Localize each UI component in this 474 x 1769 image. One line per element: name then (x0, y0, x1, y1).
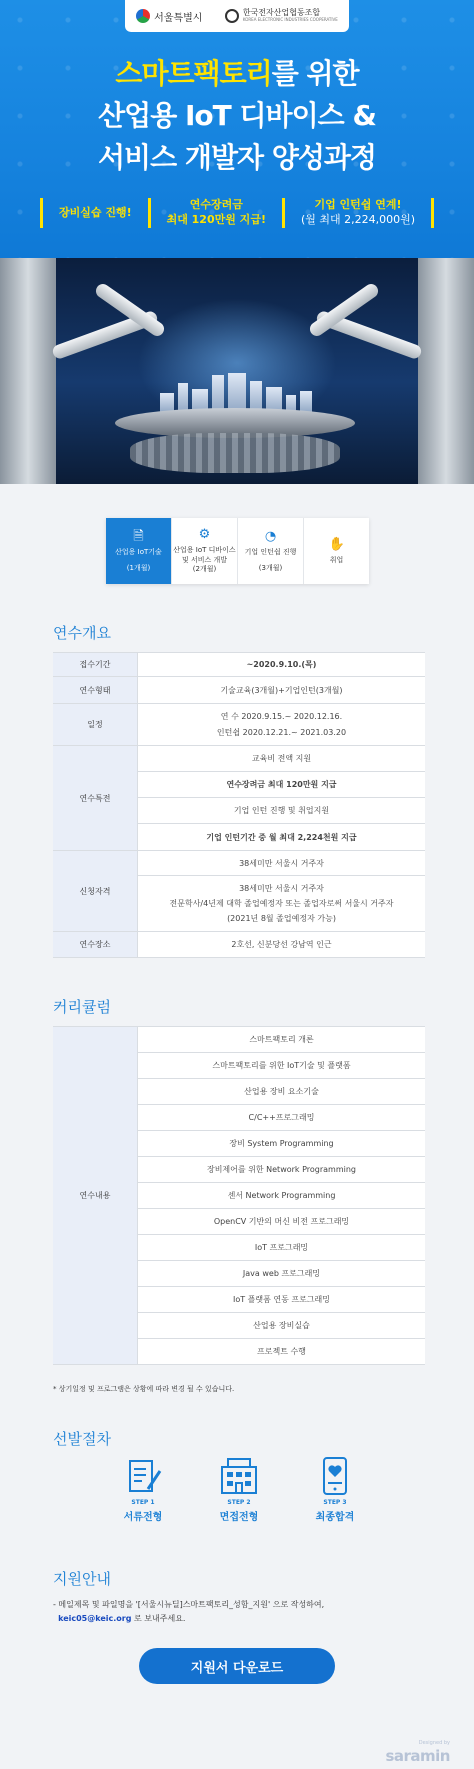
document-pen-icon (122, 1455, 164, 1497)
apply-title: 지원안내 (53, 1570, 111, 1588)
type-value: 기술교육(3개월)+기업인턴(3개월) (138, 677, 426, 704)
apply-email-link[interactable]: keic05@keic.org (58, 1614, 132, 1624)
seoul-logo-text: 서울특별시 (154, 12, 203, 24)
perk-equipment: 장비실습 진행! (58, 205, 132, 219)
step-number: STEP 2 (227, 1499, 251, 1506)
overview-table (53, 652, 425, 958)
tab-duration: (1개월) (126, 563, 151, 572)
step-label: 서류전형 (123, 1512, 163, 1523)
hero-banner (0, 0, 474, 258)
table-row (53, 746, 425, 772)
selection-steps (108, 1455, 370, 1535)
keic-logo-subtext: KOREA ELECTRONIC INDUSTRIES COOPERATIVE (242, 17, 338, 23)
perk-stipend-line1: 연수장려금 (189, 198, 243, 212)
chart-icon: ◔ (264, 528, 277, 544)
period-label: 접수기간 (53, 653, 138, 677)
perk-divider (40, 198, 43, 228)
perk-internship (301, 198, 415, 228)
curriculum-item: 프로젝트 수행 (138, 1339, 426, 1365)
schedule-value (138, 704, 426, 746)
benefit-1: 교육비 전액 지원 (138, 746, 426, 772)
application-download-button[interactable]: 지원서 다운로드 (139, 1648, 335, 1684)
tab-internship[interactable] (238, 518, 304, 584)
curriculum-title: 커리큘럼 (53, 998, 111, 1016)
tab-label: 산업용 IoT 디바이스 (173, 545, 236, 554)
hero-perks (40, 195, 434, 231)
hero-title-highlight: 스마트팩토리 (115, 57, 272, 90)
period-value: ~2020.9.10.(목) (138, 653, 426, 677)
curriculum-label: 연수내용 (53, 1027, 138, 1365)
qualification-2-line1: 38세미만 서울시 거주자 (239, 883, 324, 893)
selection-title: 선발절차 (53, 1430, 111, 1448)
curriculum-item: OpenCV 기반의 머신 비전 프로그래밍 (138, 1209, 426, 1235)
keic-logo-text: 한국전자산업협동조합 (242, 8, 321, 18)
curriculum-item: Java web 프로그래밍 (138, 1261, 426, 1287)
curriculum-item: 스마트팩토리 개론 (138, 1027, 426, 1053)
table-row (53, 851, 425, 876)
curriculum-table (53, 1026, 425, 1365)
step-label: 최종합격 (315, 1512, 355, 1523)
step-interview (204, 1455, 274, 1535)
table-row (53, 677, 425, 704)
logo-bar (125, 0, 349, 32)
curriculum-item: 산업용 장비실습 (138, 1313, 426, 1339)
seoul-logo-icon (136, 9, 150, 23)
step-number: STEP 1 (131, 1499, 155, 1506)
saramin-logo: saramin (385, 1747, 450, 1765)
city-model (150, 373, 320, 413)
handshake-icon: ✋ (328, 536, 345, 552)
robot-arm-icon: ⚙ (198, 526, 211, 542)
schedule-internship: 인턴쉽 2020.12.21.~ 2021.03.20 (216, 727, 347, 737)
benefit-3: 기업 인턴 진행 및 취업지원 (138, 798, 426, 824)
curriculum-item: C/C++프로그래밍 (138, 1105, 426, 1131)
tab-label: 취업 (329, 555, 344, 564)
seoul-logo (136, 9, 202, 24)
qualification-1: 38세미만 서울시 거주자 (138, 851, 426, 876)
tab-iot-technology[interactable] (106, 518, 172, 584)
qualification-2-line3: (2021년 8월 졸업예정자 가능) (227, 914, 336, 924)
keic-logo-icon (225, 9, 239, 23)
hero-title-line1 (0, 52, 474, 92)
apply-line2 (53, 1612, 324, 1626)
hero-title-line1-rest: 를 위한 (271, 57, 359, 90)
designed-by-text: Designed by (418, 1740, 450, 1746)
qualification-label: 신청자격 (53, 851, 138, 932)
place-value: 2호선, 신분당선 강남역 인근 (138, 932, 426, 958)
table-row (53, 1027, 425, 1053)
place-label: 연수장소 (53, 932, 138, 958)
building-icon (218, 1455, 260, 1497)
benefit-4: 기업 인턴기간 중 월 최대 2,224천원 지급 (138, 824, 426, 851)
type-label: 연수형태 (53, 677, 138, 704)
table-row (53, 704, 425, 746)
tab-device-service-dev[interactable] (172, 518, 238, 584)
step-document-screening (108, 1455, 178, 1535)
curriculum-item: IoT 프로그래밍 (138, 1235, 426, 1261)
apply-line2-rest: 로 보내주세요. (131, 1614, 186, 1624)
step-label: 면접전형 (219, 1512, 259, 1523)
perk-divider (148, 198, 151, 228)
tab-duration: (2개월) (192, 565, 217, 574)
step-final-acceptance (300, 1455, 370, 1535)
apply-instructions (53, 1598, 324, 1627)
tab-employment[interactable] (304, 518, 369, 584)
gears (130, 433, 340, 473)
qualification-2 (138, 876, 426, 932)
curriculum-item: 산업용 장비 요소기술 (138, 1079, 426, 1105)
curriculum-item: 스마트팩토리를 위한 IoT기술 및 플랫폼 (138, 1053, 426, 1079)
schedule-label: 일정 (53, 704, 138, 746)
schedule-training: 연 수 2020.9.15.~ 2020.12.16. (220, 712, 343, 722)
qualification-2-line2: 전문학사/4년제 대학 졸업예정자 또는 졸업자로써 서울시 거주자 (169, 898, 394, 908)
left-machine (0, 258, 56, 484)
perk-stipend-line2: 최대 120만원 지급! (166, 213, 266, 226)
smart-factory-illustration (0, 258, 474, 484)
hero-title-line3: 서비스 개발자 양성과정 (98, 141, 376, 174)
tab-label: 산업용 IoT기술 (115, 547, 162, 556)
curriculum-item: 장비제어를 위한 Network Programming (138, 1157, 426, 1183)
tab-label: 기업 인턴쉽 진행 (244, 547, 297, 556)
benefit-label: 연수특전 (53, 746, 138, 851)
hero-title-line2: 산업용 IoT 디바이스 & (98, 99, 376, 132)
perk-divider (431, 198, 434, 228)
apply-line1: - 메일제목 및 파일명을 '[서울시뉴딜]스마트팩토리_성함_지원' 으로 작성하여, (53, 1600, 325, 1609)
keic-logo (225, 9, 338, 23)
perk-internship-line2: (월 최대 2,224,000원) (300, 213, 416, 226)
curriculum-item: 센서 Network Programming (138, 1183, 426, 1209)
footer-brand (385, 1740, 450, 1765)
overview-title: 연수개요 (53, 624, 111, 642)
tab-label-2: 및 서비스 개발 (181, 555, 228, 564)
course-stage-tabs (106, 518, 369, 584)
curriculum-item: 장비 System Programming (138, 1131, 426, 1157)
document-search-icon: 🗎 (133, 528, 144, 544)
curriculum-item: IoT 플랫폼 연동 프로그래밍 (138, 1287, 426, 1313)
perk-internship-line1: 기업 인턴쉽 연계! (314, 198, 402, 212)
phone-heart-icon (314, 1455, 356, 1497)
benefit-2: 연수장려금 최대 120만원 지급 (138, 772, 426, 798)
perk-stipend (167, 198, 266, 228)
step-number: STEP 3 (323, 1499, 347, 1506)
right-machine (418, 258, 474, 484)
table-row (53, 653, 425, 677)
perk-divider (282, 198, 285, 228)
table-row (53, 932, 425, 958)
tab-duration: (3개월) (258, 563, 283, 572)
curriculum-note: * 상기일정 및 프로그램은 상황에 따라 변경 될 수 있습니다. (53, 1385, 235, 1393)
